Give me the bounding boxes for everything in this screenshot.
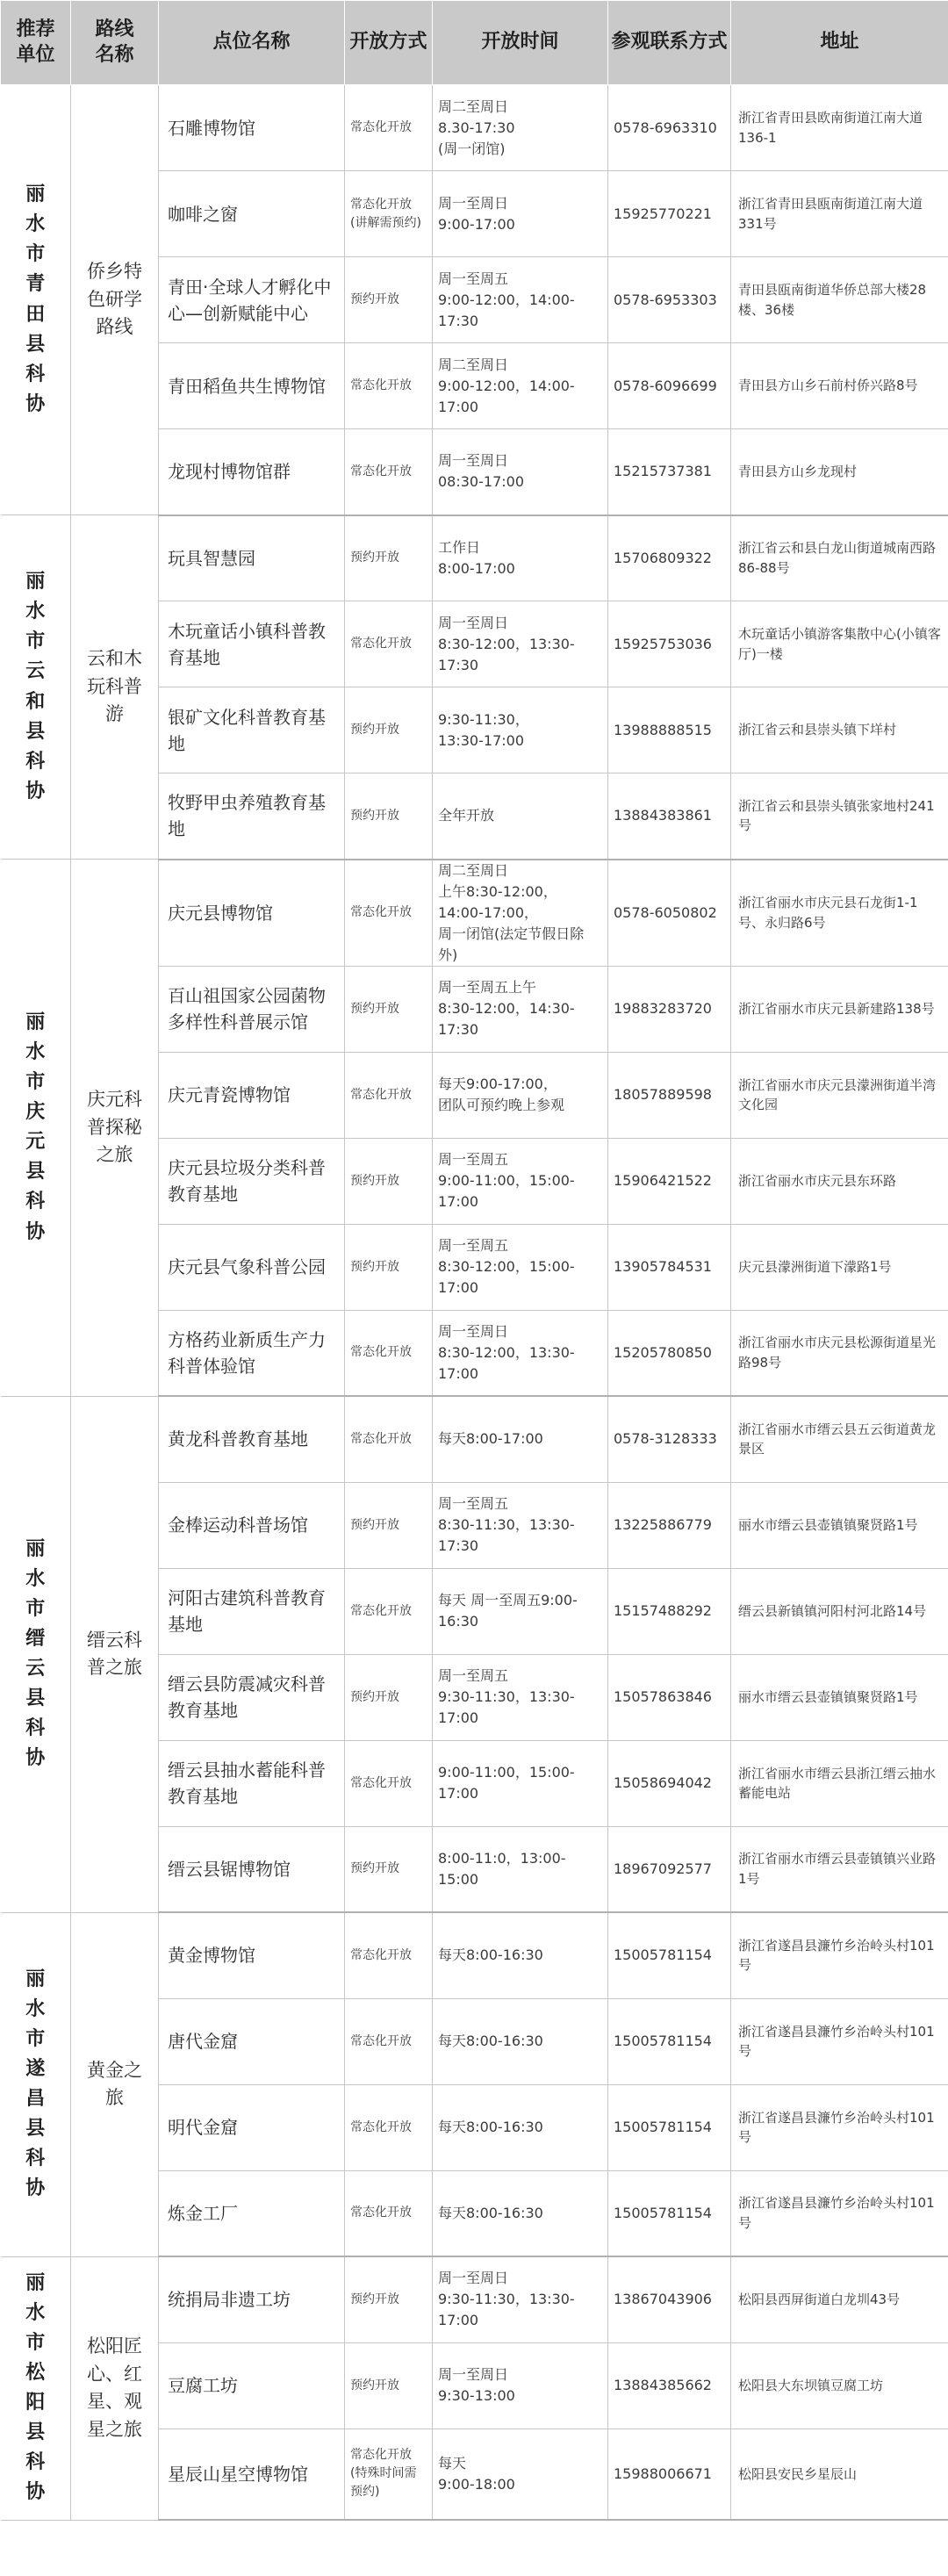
address: 木玩童话小镇游客集散中心(小镇客厅)一楼 [731,601,948,687]
site-name: 统捐局非遗工坊 [159,2256,345,2342]
contact-phone: 0578-6050802 [608,860,731,967]
address: 浙江省丽水市庆元县石龙街1-1号、永归路6号 [731,860,948,967]
open-time: 每天9:00-17:00， 团队可预约晚上参观 [433,1052,608,1138]
open-time: 每天8:00-17:00 [433,1396,608,1482]
site-name: 明代金窟 [159,2084,345,2170]
col-header-route: 路线 名称 [71,1,159,85]
site-name: 黄龙科普教育基地 [159,1396,345,1482]
site-name: 庆元县博物馆 [159,860,345,967]
route-name-text: 庆元科普探秘之旅 [87,1089,142,1165]
route-name-text: 侨乡特色研学路线 [87,261,142,338]
col-header-phone: 参观联系方式 [608,1,731,85]
contact-phone: 13905784531 [608,1224,731,1310]
recommend-unit [1,2256,71,2520]
open-time: 每天 9:00-18:00 [433,2428,608,2520]
site-name: 庆元县气象科普公园 [159,1224,345,1310]
open-mode: 预约开放 [345,1654,433,1740]
address: 松阳县安民乡星辰山 [731,2428,948,2520]
recommend-unit [1,85,71,515]
open-time: 周二至周日 8.30-17:30 (周一闭馆) [433,85,608,171]
open-mode: 常态化开放 [345,2084,433,2170]
open-mode: 常态化开放 [345,1396,433,1482]
address: 浙江省遂昌县濂竹乡治岭头村101号 [731,2084,948,2170]
contact-phone: 18967092577 [608,1826,731,1912]
address: 缙云县新镇镇河阳村河北路14号 [731,1568,948,1654]
address: 丽水市缙云县壶镇镇聚贤路1号 [731,1482,948,1568]
open-mode: 常态化开放 [345,1568,433,1654]
open-time: 工作日 8:00-17:00 [433,515,608,601]
open-mode: 常态化开放(特殊时间需预约) [345,2428,433,2520]
site-name: 石雕博物馆 [159,85,345,171]
open-time: 每天 周一至周五9:00-16:30 [433,1568,608,1654]
route-name [71,860,159,1397]
table-header [1,1,948,85]
open-mode: 常态化开放 [345,1310,433,1396]
table-body [1,85,948,2521]
site-name: 青田稻鱼共生博物馆 [159,343,345,429]
open-mode: 预约开放 [345,966,433,1052]
col-header-mode: 开放方式 [345,1,433,85]
site-name: 玩具智慧园 [159,515,345,601]
contact-phone: 15005781154 [608,2170,731,2256]
address: 浙江省丽水市缙云县浙江缙云抽水蓄能电站 [731,1740,948,1826]
recommend-unit-text: 丽水市青田县科协 [25,183,46,415]
route-name-text: 松阳匠心、红星、观星之旅 [87,2335,142,2440]
address: 浙江省遂昌县濂竹乡治岭头村101号 [731,1912,948,1998]
open-time: 9:00-11:00，15:00-17:00 [433,1740,608,1826]
contact-phone: 15058694042 [608,1740,731,1826]
route-name [71,2256,159,2520]
contact-phone: 15706809322 [608,515,731,601]
recommend-unit-text: 丽水市庆元县科协 [25,1011,46,1243]
site-name: 庆元青瓷博物馆 [159,1052,345,1138]
open-mode: 常态化开放 [345,85,433,171]
open-time: 周一至周五 9:00-11:00，15:00-17:00 [433,1138,608,1224]
address: 浙江省丽水市庆元县濛洲街道半湾文化园 [731,1052,948,1138]
open-mode: 常态化开放 (讲解需预约) [345,171,433,257]
site-name: 咖啡之窗 [159,171,345,257]
col-header-addr: 地址 [731,1,948,85]
table-row [1,1912,948,1998]
recommend-unit [1,860,71,1397]
contact-phone: 13225886779 [608,1482,731,1568]
open-time: 周一至周日 08:30-17:00 [433,429,608,515]
contact-phone: 15925753036 [608,601,731,687]
open-mode: 预约开放 [345,774,433,860]
contact-phone: 13867043906 [608,2256,731,2342]
open-time: 8:00-11:0，13:00-15:00 [433,1826,608,1912]
site-name: 缙云县锯博物馆 [159,1826,345,1912]
recommend-unit-text: 丽水市缙云县科协 [25,1537,46,1770]
contact-phone: 13884385662 [608,2342,731,2428]
col-header-name: 点位名称 [159,1,345,85]
address: 青田县瓯南街道华侨总部大楼28楼、36楼 [731,257,948,343]
site-name: 炼金工厂 [159,2170,345,2256]
route-name-text: 缙云科普之旅 [87,1629,142,1678]
address: 浙江省遂昌县濂竹乡治岭头村101号 [731,2170,948,2256]
open-time: 周一至周五 9:30-11:30，13:30-17:00 [433,1654,608,1740]
address: 浙江省丽水市庆元县东环路 [731,1138,948,1224]
contact-phone: 15005781154 [608,2084,731,2170]
open-mode: 常态化开放 [345,2170,433,2256]
route-name [71,85,159,515]
site-name: 缙云县防震减灾科普教育基地 [159,1654,345,1740]
contact-phone: 15215737381 [608,429,731,515]
open-time: 每天8:00-16:30 [433,1998,608,2084]
address: 浙江省丽水市庆元县新建路138号 [731,966,948,1052]
recommend-unit-text: 丽水市遂昌县科协 [25,1968,46,2200]
recommend-unit-text: 丽水市云和县科协 [25,571,46,802]
open-time: 周一至周日 9:00-17:00 [433,171,608,257]
open-mode: 预约开放 [345,1482,433,1568]
address: 浙江省青田县欧南街道江南大道136-1 [731,85,948,171]
open-time: 周一至周日 9:30-11:30，13:30-17:00 [433,2256,608,2342]
contact-phone: 15157488292 [608,1568,731,1654]
site-name: 星辰山星空博物馆 [159,2428,345,2520]
open-mode: 常态化开放 [345,1912,433,1998]
site-name: 方格药业新质生产力科普体验馆 [159,1310,345,1396]
open-mode: 预约开放 [345,257,433,343]
open-time: 全年开放 [433,774,608,860]
open-mode: 常态化开放 [345,601,433,687]
open-mode: 常态化开放 [345,429,433,515]
col-header-unit: 推荐 单位 [1,1,71,85]
contact-phone: 0578-3128333 [608,1396,731,1482]
site-name: 牧野甲虫养殖教育基地 [159,774,345,860]
open-mode: 常态化开放 [345,343,433,429]
open-time: 周一至周五 8:30-11:30，13:30-17:30 [433,1482,608,1568]
open-mode: 预约开放 [345,1138,433,1224]
address: 青田县方山乡石前村侨兴路8号 [731,343,948,429]
address: 浙江省丽水市缙云县五云街道黄龙景区 [731,1396,948,1482]
site-name: 龙现村博物馆群 [159,429,345,515]
open-time: 每天8:00-16:30 [433,1912,608,1998]
route-name [71,515,159,860]
site-name: 河阳古建筑科普教育基地 [159,1568,345,1654]
address: 浙江省遂昌县濂竹乡治岭头村101号 [731,1998,948,2084]
contact-phone: 15205780850 [608,1310,731,1396]
contact-phone: 18057889598 [608,1052,731,1138]
open-mode: 预约开放 [345,515,433,601]
open-mode: 预约开放 [345,2342,433,2428]
address: 青田县方山乡龙现村 [731,429,948,515]
open-time: 周一至周日 8:30-12:00，13:30-17:30 [433,601,608,687]
recommend-unit [1,1912,71,2256]
open-time: 周二至周日 9:00-12:00，14:00-17:00 [433,343,608,429]
site-name: 木玩童话小镇科普教育基地 [159,601,345,687]
col-header-time: 开放时间 [433,1,608,85]
table-row [1,85,948,171]
address: 丽水市缙云县壶镇镇聚贤路1号 [731,1654,948,1740]
address: 浙江省云和县白龙山街道城南西路86-88号 [731,515,948,601]
site-name: 唐代金窟 [159,1998,345,2084]
address: 庆元县濛洲街道下濛路1号 [731,1224,948,1310]
contact-phone: 15005781154 [608,1912,731,1998]
address: 浙江省丽水市缙云县壶镇镇兴业路1号 [731,1826,948,1912]
table-row [1,515,948,601]
site-name: 银矿文化科普教育基地 [159,687,345,774]
contact-phone: 0578-6096699 [608,343,731,429]
open-mode: 常态化开放 [345,1740,433,1826]
address: 浙江省云和县崇头镇下垟村 [731,687,948,774]
contact-phone: 15057863846 [608,1654,731,1740]
open-time: 周一至周五 8:30-12:00，15:00-17:00 [433,1224,608,1310]
contact-phone: 0578-6953303 [608,257,731,343]
open-time: 周一至周日 9:30-13:00 [433,2342,608,2428]
table-row [1,860,948,967]
open-time: 周一至周五 9:00-12:00，14:00-17:30 [433,257,608,343]
site-name: 金棒运动科普场馆 [159,1482,345,1568]
route-name [71,1912,159,2256]
open-time: 周一至周日 8:30-12:00，13:30-17:00 [433,1310,608,1396]
site-name: 缙云县抽水蓄能科普教育基地 [159,1740,345,1826]
contact-phone: 0578-6963310 [608,85,731,171]
contact-phone: 13884383861 [608,774,731,860]
contact-phone: 15906421522 [608,1138,731,1224]
open-mode: 预约开放 [345,1224,433,1310]
open-time: 周二至周日 上午8:30-12:00，14:00-17:00， 周一闭馆(法定节假日除外) [433,860,608,967]
table-row [1,2256,948,2342]
open-time: 每天8:00-16:30 [433,2084,608,2170]
open-mode: 预约开放 [345,2256,433,2342]
open-mode: 常态化开放 [345,1998,433,2084]
contact-phone: 19883283720 [608,966,731,1052]
site-name: 庆元县垃圾分类科普教育基地 [159,1138,345,1224]
recommend-unit-text: 丽水市松阳县科协 [25,2271,46,2504]
open-mode: 预约开放 [345,1826,433,1912]
site-name: 豆腐工坊 [159,2342,345,2428]
contact-phone: 15988006671 [608,2428,731,2520]
contact-phone: 13988888515 [608,687,731,774]
address: 松阳县大东坝镇豆腐工坊 [731,2342,948,2428]
route-name [71,1396,159,1912]
recommend-unit [1,515,71,860]
table-row [1,1396,948,1482]
open-time: 9:30-11:30， 13:30-17:00 [433,687,608,774]
site-name: 百山祖国家公园菌物多样性科普展示馆 [159,966,345,1052]
open-mode: 预约开放 [345,687,433,774]
open-mode: 常态化开放 [345,860,433,967]
address: 浙江省青田县瓯南街道江南大道331号 [731,171,948,257]
site-name: 黄金博物馆 [159,1912,345,1998]
route-name-text: 云和木玩科普游 [87,648,142,725]
open-time: 周一至周五上午 8:30-12:00，14:30-17:30 [433,966,608,1052]
address: 松阳县西屏街道白龙圳43号 [731,2256,948,2342]
address: 浙江省丽水市庆元县松源街道星光路98号 [731,1310,948,1396]
open-mode: 常态化开放 [345,1052,433,1138]
recommend-unit [1,1396,71,1912]
route-name-text: 黄金之旅 [87,2059,142,2108]
contact-phone: 15005781154 [608,1998,731,2084]
open-time: 每天8:00-16:30 [433,2170,608,2256]
contact-phone: 15925770221 [608,171,731,257]
site-name: 青田·全球人才孵化中心—创新赋能中心 [159,257,345,343]
address: 浙江省云和县崇头镇张家地村241号 [731,774,948,860]
